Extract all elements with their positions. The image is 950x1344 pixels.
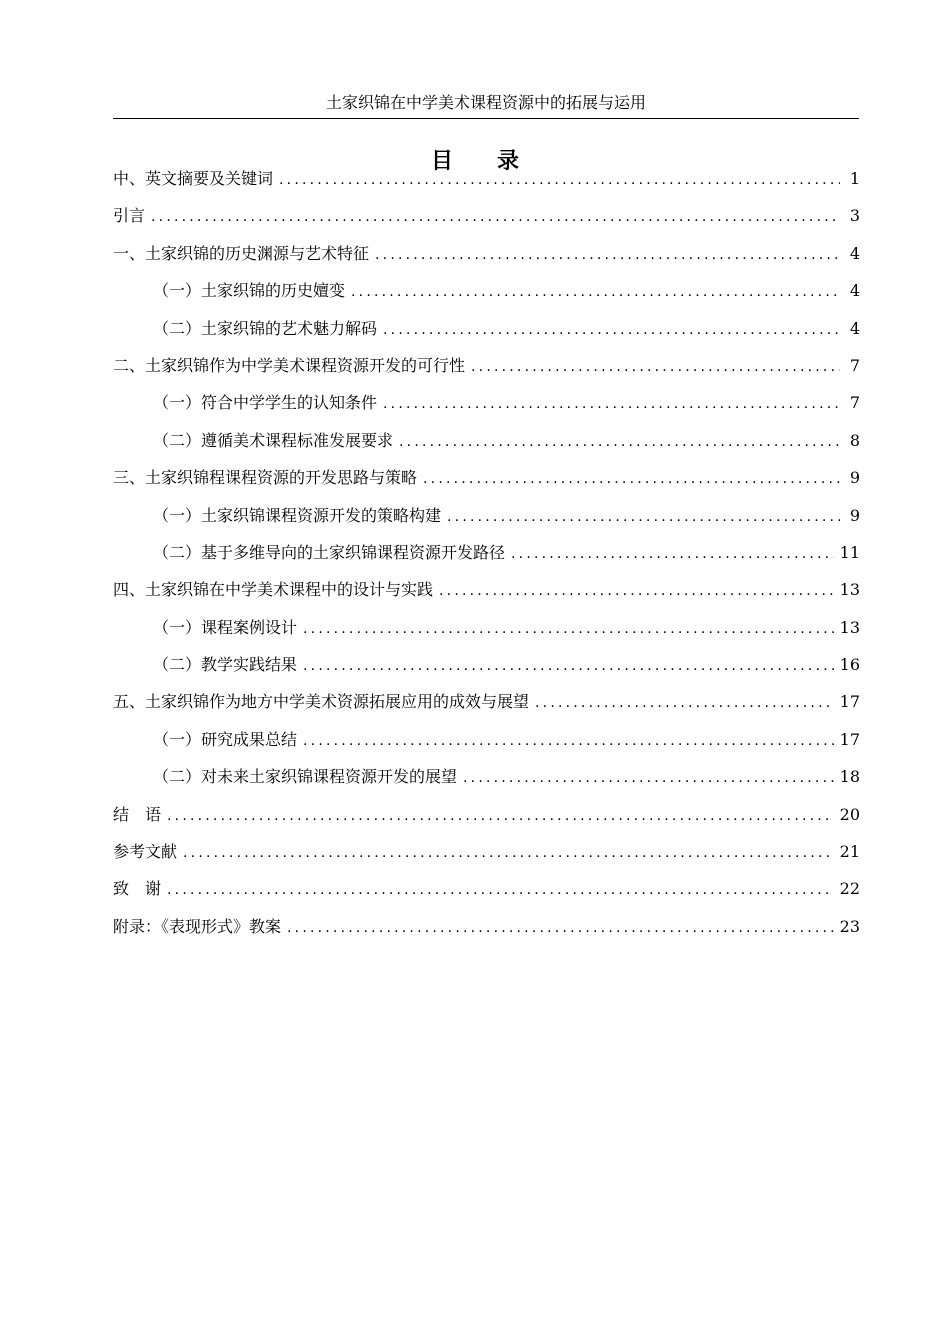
toc-leader-dots [279, 168, 840, 192]
toc-entry-page-number: 4 [849, 243, 860, 263]
toc-entry-label: （一）课程案例设计 [153, 617, 298, 637]
toc-leader-dots [447, 505, 840, 529]
toc-entry-label: 参考文献 [113, 842, 178, 862]
toc-entry-page-number: 4 [849, 281, 860, 301]
toc-entry[interactable] [113, 352, 860, 389]
toc-leader-dots [383, 392, 840, 416]
toc-entry[interactable] [113, 875, 860, 912]
toc-entry-page-number: 16 [839, 655, 860, 675]
toc-entry-label: 一、土家织锦的历史渊源与艺术特征 [113, 243, 370, 263]
toc-leader-dots [167, 878, 834, 902]
toc-leader-dots [399, 430, 840, 454]
toc-list [113, 165, 860, 950]
toc-entry-label: （一）土家织锦的历史嬗变 [153, 281, 346, 301]
toc-entry[interactable] [113, 763, 860, 800]
toc-leader-dots [439, 579, 834, 603]
toc-leader-dots [471, 355, 840, 379]
toc-entry[interactable] [113, 240, 860, 277]
toc-entry-page-number: 18 [839, 767, 860, 787]
toc-entry-label: （二）土家织锦的艺术魅力解码 [153, 318, 378, 338]
toc-entry-page-number: 3 [849, 206, 860, 226]
toc-entry[interactable] [113, 913, 860, 950]
toc-entry[interactable] [113, 614, 860, 651]
toc-entry-page-number: 9 [849, 468, 860, 488]
toc-entry-label: （一）研究成果总结 [153, 729, 298, 749]
toc-entry[interactable] [113, 801, 860, 838]
toc-entry-page-number: 17 [839, 729, 860, 749]
toc-entry-label: 二、土家织锦作为中学美术课程资源开发的可行性 [113, 355, 466, 375]
toc-leader-dots [151, 205, 840, 229]
toc-entry[interactable] [113, 688, 860, 725]
toc-entry-page-number: 13 [839, 617, 860, 637]
toc-entry[interactable] [113, 502, 860, 539]
toc-entry-page-number: 9 [849, 505, 860, 525]
toc-entry-page-number: 17 [839, 692, 860, 712]
toc-entry-label: 附录：《表现形式》教案 [113, 916, 282, 936]
toc-entry[interactable] [113, 389, 860, 426]
toc-entry[interactable] [113, 427, 860, 464]
toc-entry-label: 三、土家织锦程课程资源的开发思路与策略 [113, 468, 418, 488]
toc-leader-dots [183, 841, 834, 865]
toc-entry[interactable] [113, 576, 860, 613]
toc-entry-page-number: 20 [839, 804, 860, 824]
toc-entry-page-number: 7 [849, 393, 860, 413]
toc-entry-label: 五、土家织锦作为地方中学美术资源拓展应用的成效与展望 [113, 692, 530, 712]
toc-entry-label: （一）符合中学学生的认知条件 [153, 393, 378, 413]
toc-leader-dots [287, 916, 834, 940]
toc-entry-label: （二）遵循美术课程标准发展要求 [153, 430, 394, 450]
toc-leader-dots [303, 654, 834, 678]
toc-leader-dots [375, 243, 840, 267]
toc-entry[interactable] [113, 838, 860, 875]
toc-entry-label: 引言 [113, 206, 146, 226]
toc-entry-page-number: 23 [839, 916, 860, 936]
toc-title: 目录 [430, 148, 563, 174]
toc-entry-page-number: 4 [849, 318, 860, 338]
toc-entry[interactable] [113, 539, 860, 576]
toc-leader-dots [383, 318, 840, 342]
toc-entry[interactable] [113, 726, 860, 763]
toc-entry-page-number: 13 [839, 580, 860, 600]
toc-entry-label: 中、英文摘要及关键词 [113, 169, 274, 188]
toc-entry-page-number: 7 [849, 355, 860, 375]
toc-entry-label: 致 谢 [113, 879, 162, 899]
toc-leader-dots [463, 766, 834, 790]
toc-entry[interactable] [113, 202, 860, 239]
toc-entry-page-number: 22 [839, 879, 860, 899]
toc-leader-dots [303, 729, 834, 753]
toc-entry-label: 四、土家织锦在中学美术课程中的设计与实践 [113, 580, 434, 600]
toc-leader-dots [511, 542, 834, 566]
toc-entry[interactable] [113, 651, 860, 688]
toc-entry-page-number: 1 [849, 169, 860, 188]
toc-entry-label: 结 语 [113, 804, 162, 824]
toc-entry-page-number: 11 [839, 542, 860, 562]
toc-leader-dots [167, 804, 834, 828]
toc-leader-dots [303, 617, 834, 641]
toc-entry-label: （二）基于多维导向的土家织锦课程资源开发路径 [153, 542, 506, 562]
toc-entry[interactable] [113, 277, 860, 314]
toc-entry-page-number: 21 [839, 842, 860, 862]
toc-entry[interactable] [113, 315, 860, 352]
toc-entry-label: （一）土家织锦课程资源开发的策略构建 [153, 505, 442, 525]
toc-entry-page-number: 8 [849, 430, 860, 450]
toc-leader-dots [535, 691, 834, 715]
toc-entry[interactable] [113, 464, 860, 501]
running-header: 土家织锦在中学美术课程资源中的拓展与运用 [113, 92, 859, 119]
toc-entry[interactable] [113, 165, 860, 202]
toc-entry-label: （二）教学实践结果 [153, 655, 298, 675]
toc-entry-label: （二）对未来土家织锦课程资源开发的展望 [153, 767, 458, 787]
toc-leader-dots [351, 280, 840, 304]
toc-leader-dots [423, 467, 840, 491]
